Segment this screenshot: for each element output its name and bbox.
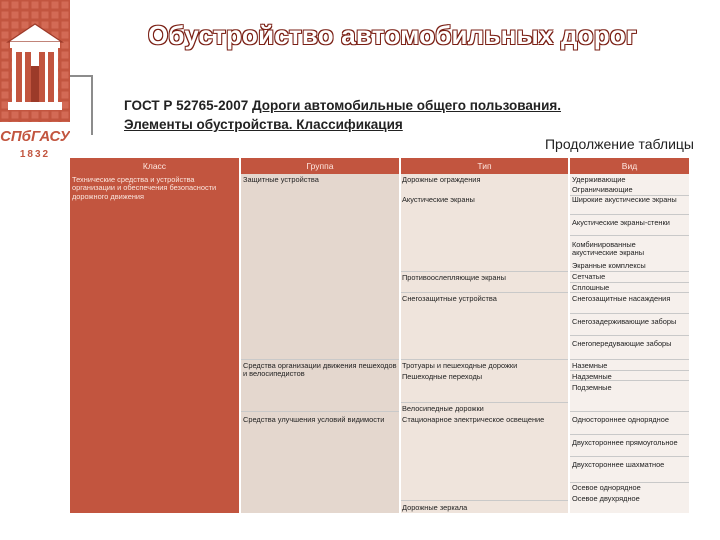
decorative-line-vertical [91,75,93,135]
decorative-line [70,75,92,77]
type-cell: Стационарное электрическое освещение [402,415,545,424]
class-column-bg [70,174,239,513]
kind-separator [570,434,689,435]
type-column-bg [401,174,568,513]
type-separator [401,359,568,360]
kind-separator [570,235,689,236]
kind-cell: Подземные [572,383,612,392]
gost-title-link-2[interactable]: Элементы обустройства. Классификация [124,117,403,132]
type-cell: Пешеходные переходы [402,372,483,381]
group-cell: Защитные устройства [243,175,319,184]
classification-table [70,158,689,513]
group-separator [241,359,399,360]
kind-cell: Снегозадерживающие заборы [572,317,677,326]
kind-cell: Ограничивающие [572,185,633,194]
kind-separator [570,456,689,457]
kind-cell: Удерживающие [572,175,626,184]
type-separator [401,292,568,293]
kind-separator [570,411,689,412]
kind-separator [570,359,689,360]
group-cell: Средства улучшения условий видимости [243,415,385,424]
gost-number: ГОСТ Р 52765-2007 [124,98,252,113]
type-separator [401,271,568,272]
type-cell: Дорожные ограждения [402,175,481,184]
type-cell: Дорожные зеркала [402,503,468,512]
type-cell: Тротуары и пешеходные дорожки [402,361,518,370]
gost-title-link-1[interactable]: Дороги автомобильные общего пользования. [251,98,561,113]
type-cell: Противоослепляющие экраны [402,273,506,282]
type-separator [401,500,568,501]
gost-reference [124,96,684,134]
kind-cell: Двухстороннее прямоугольное [572,438,678,447]
type-cell: Снегозащитные устройства [402,294,497,303]
kind-cell: Сплошные [572,283,610,292]
class-cell: Технические средства и устройства организации и обеспечения безопасности дорожного движения [72,175,217,201]
continuation-label: Продолжение таблицы [544,136,694,152]
kind-cell: Снегозащитные насаждения [572,294,671,303]
header-group: Группа [241,158,399,174]
university-logo [0,0,70,165]
kind-cell: Снегопередувающие заборы [572,339,672,348]
kind-cell: Одностороннее однорядное [572,415,669,424]
kind-separator [570,335,689,336]
kind-cell: Осевое двухрядное [572,494,640,503]
kind-cell: Наземные [572,361,608,370]
group-cell: Средства организации движения пешеходов и велосипедистов [243,361,397,379]
type-cell: Велосипедные дорожки [402,404,484,413]
header-kind: Вид [570,158,689,174]
logo-year: 1832 [19,149,51,160]
page-title: Обустройство автомобильных дорог [148,20,637,50]
type-separator [401,402,568,403]
kind-cell: Надземные [572,372,612,381]
kind-cell: Двухстороннее шахматное [572,460,665,469]
header-class: Класс [70,158,239,174]
group-column-bg [241,174,399,513]
kind-separator [570,313,689,314]
group-separator [241,411,399,412]
type-cell: Акустические экраны [402,195,475,204]
kind-cell: Акустические экраны-стенки [572,218,670,227]
kind-separator [570,214,689,215]
kind-cell: Широкие акустические экраны [572,195,677,204]
kind-cell: Осевое однорядное [572,483,641,492]
kind-cell: Сетчатые [572,272,606,281]
header-type: Тип [401,158,568,174]
kind-cell: Экранные комплексы [572,261,646,270]
kind-cell: Комбинированные акустические экраны [572,240,645,258]
logo-text: СПбГАСУ [0,128,70,145]
